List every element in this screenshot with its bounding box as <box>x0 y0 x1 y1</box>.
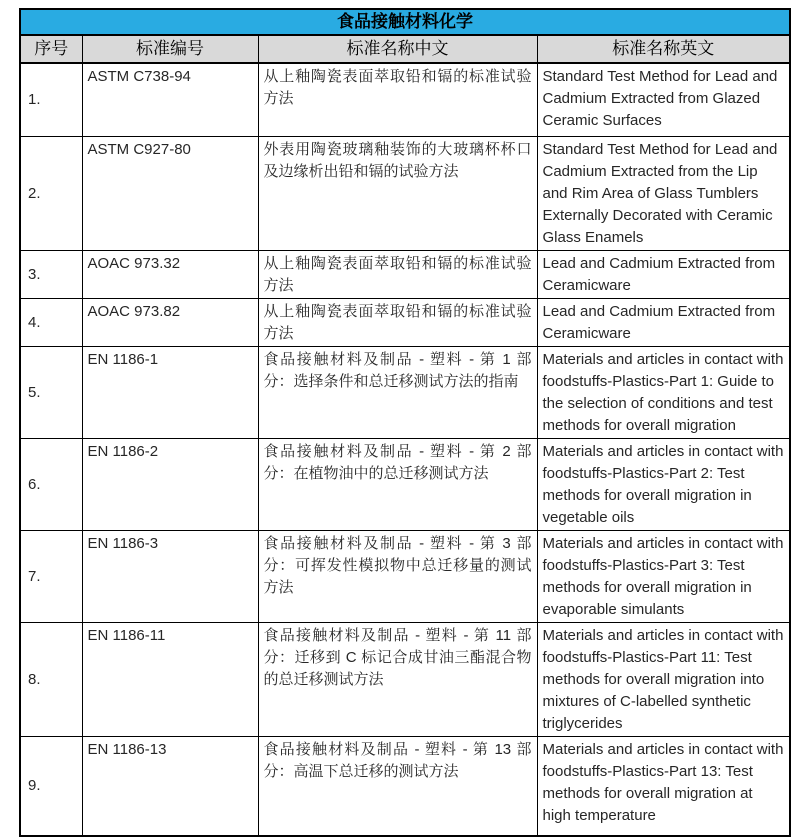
table-row <box>20 622 790 736</box>
row-index-cell: 7. <box>20 530 82 622</box>
standard-code-cell: EN 1186-13 <box>82 736 258 836</box>
row-index-cell: 9. <box>20 736 82 836</box>
table-row <box>20 736 790 836</box>
standard-name-en-cell: Materials and articles in contact with foodstuffs-Plastics-Part 2: Test methods for overall migration in vegetable oils <box>537 438 790 530</box>
standard-name-cn-cell: 食品接触材料及制品 - 塑料 - 第 2 部分：在植物油中的总迁移测试方法 <box>258 438 537 530</box>
table-row <box>20 136 790 250</box>
row-index-cell: 2. <box>20 136 82 250</box>
column-header-name-en: 标准名称英文 <box>537 35 790 63</box>
column-header-code: 标准编号 <box>82 35 258 63</box>
column-header-index: 序号 <box>20 35 82 63</box>
standards-table <box>19 8 791 837</box>
table-row <box>20 346 790 438</box>
column-header-name-cn: 标准名称中文 <box>258 35 537 63</box>
row-index-cell: 1. <box>20 63 82 136</box>
row-index-cell: 4. <box>20 298 82 346</box>
standard-name-en-cell: Materials and articles in contact with foodstuffs-Plastics-Part 1: Guide to the selection of conditions and test methods for overall migration <box>537 346 790 438</box>
standard-name-en-cell: Standard Test Method for Lead and Cadmium Extracted from Glazed Ceramic Surfaces <box>537 63 790 136</box>
standard-code-cell: AOAC 973.82 <box>82 298 258 346</box>
row-index-cell: 8. <box>20 622 82 736</box>
row-index-cell: 3. <box>20 250 82 298</box>
standard-name-cn-cell: 食品接触材料及制品 - 塑料 - 第 13 部分：高温下总迁移的测试方法 <box>258 736 537 836</box>
standard-code-cell: ASTM C927-80 <box>82 136 258 250</box>
table-row <box>20 250 790 298</box>
row-index-cell: 5. <box>20 346 82 438</box>
standard-name-cn-cell: 从上釉陶瓷表面萃取铅和镉的标准试验方法 <box>258 298 537 346</box>
header-row <box>20 35 790 63</box>
standard-name-en-cell: Lead and Cadmium Extracted from Ceramicware <box>537 298 790 346</box>
standard-code-cell: EN 1186-11 <box>82 622 258 736</box>
standard-name-en-cell: Materials and articles in contact with foodstuffs-Plastics-Part 13: Test methods for overall migration at high temperature <box>537 736 790 836</box>
table-row <box>20 298 790 346</box>
standard-name-en-cell: Lead and Cadmium Extracted from Ceramicware <box>537 250 790 298</box>
table-title: 食品接触材料化学 <box>20 9 790 35</box>
standard-code-cell: EN 1186-3 <box>82 530 258 622</box>
table-row <box>20 63 790 136</box>
standard-name-cn-cell: 从上釉陶瓷表面萃取铅和镉的标准试验方法 <box>258 250 537 298</box>
title-row <box>20 9 790 35</box>
table-row <box>20 530 790 622</box>
standard-name-en-cell: Materials and articles in contact with foodstuffs-Plastics-Part 11: Test methods for overall migration into mixtures of C-labelled synthetic triglycerides <box>537 622 790 736</box>
standard-name-cn-cell: 食品接触材料及制品 - 塑料 - 第 3 部分：可挥发性模拟物中总迁移量的测试方法 <box>258 530 537 622</box>
standard-name-en-cell: Materials and articles in contact with foodstuffs-Plastics-Part 3: Test methods for overall migration in evaporable simulants <box>537 530 790 622</box>
standard-code-cell: AOAC 973.32 <box>82 250 258 298</box>
standard-name-cn-cell: 食品接触材料及制品 - 塑料 - 第 11 部分：迁移到 C 标记合成甘油三酯混合物的总迁移测试方法 <box>258 622 537 736</box>
standard-name-cn-cell: 从上釉陶瓷表面萃取铅和镉的标准试验方法 <box>258 63 537 136</box>
standard-name-cn-cell: 外表用陶瓷玻璃釉装饰的大玻璃杯杯口及边缘析出铅和镉的试验方法 <box>258 136 537 250</box>
standard-code-cell: EN 1186-2 <box>82 438 258 530</box>
row-index-cell: 6. <box>20 438 82 530</box>
standard-name-en-cell: Standard Test Method for Lead and Cadmium Extracted from the Lip and Rim Area of Glass Tumblers Externally Decorated with Ceramic Glass Enamels <box>537 136 790 250</box>
standard-code-cell: EN 1186-1 <box>82 346 258 438</box>
table-row <box>20 438 790 530</box>
standard-name-cn-cell: 食品接触材料及制品 - 塑料 - 第 1 部分：选择条件和总迁移测试方法的指南 <box>258 346 537 438</box>
standard-code-cell: ASTM C738-94 <box>82 63 258 136</box>
